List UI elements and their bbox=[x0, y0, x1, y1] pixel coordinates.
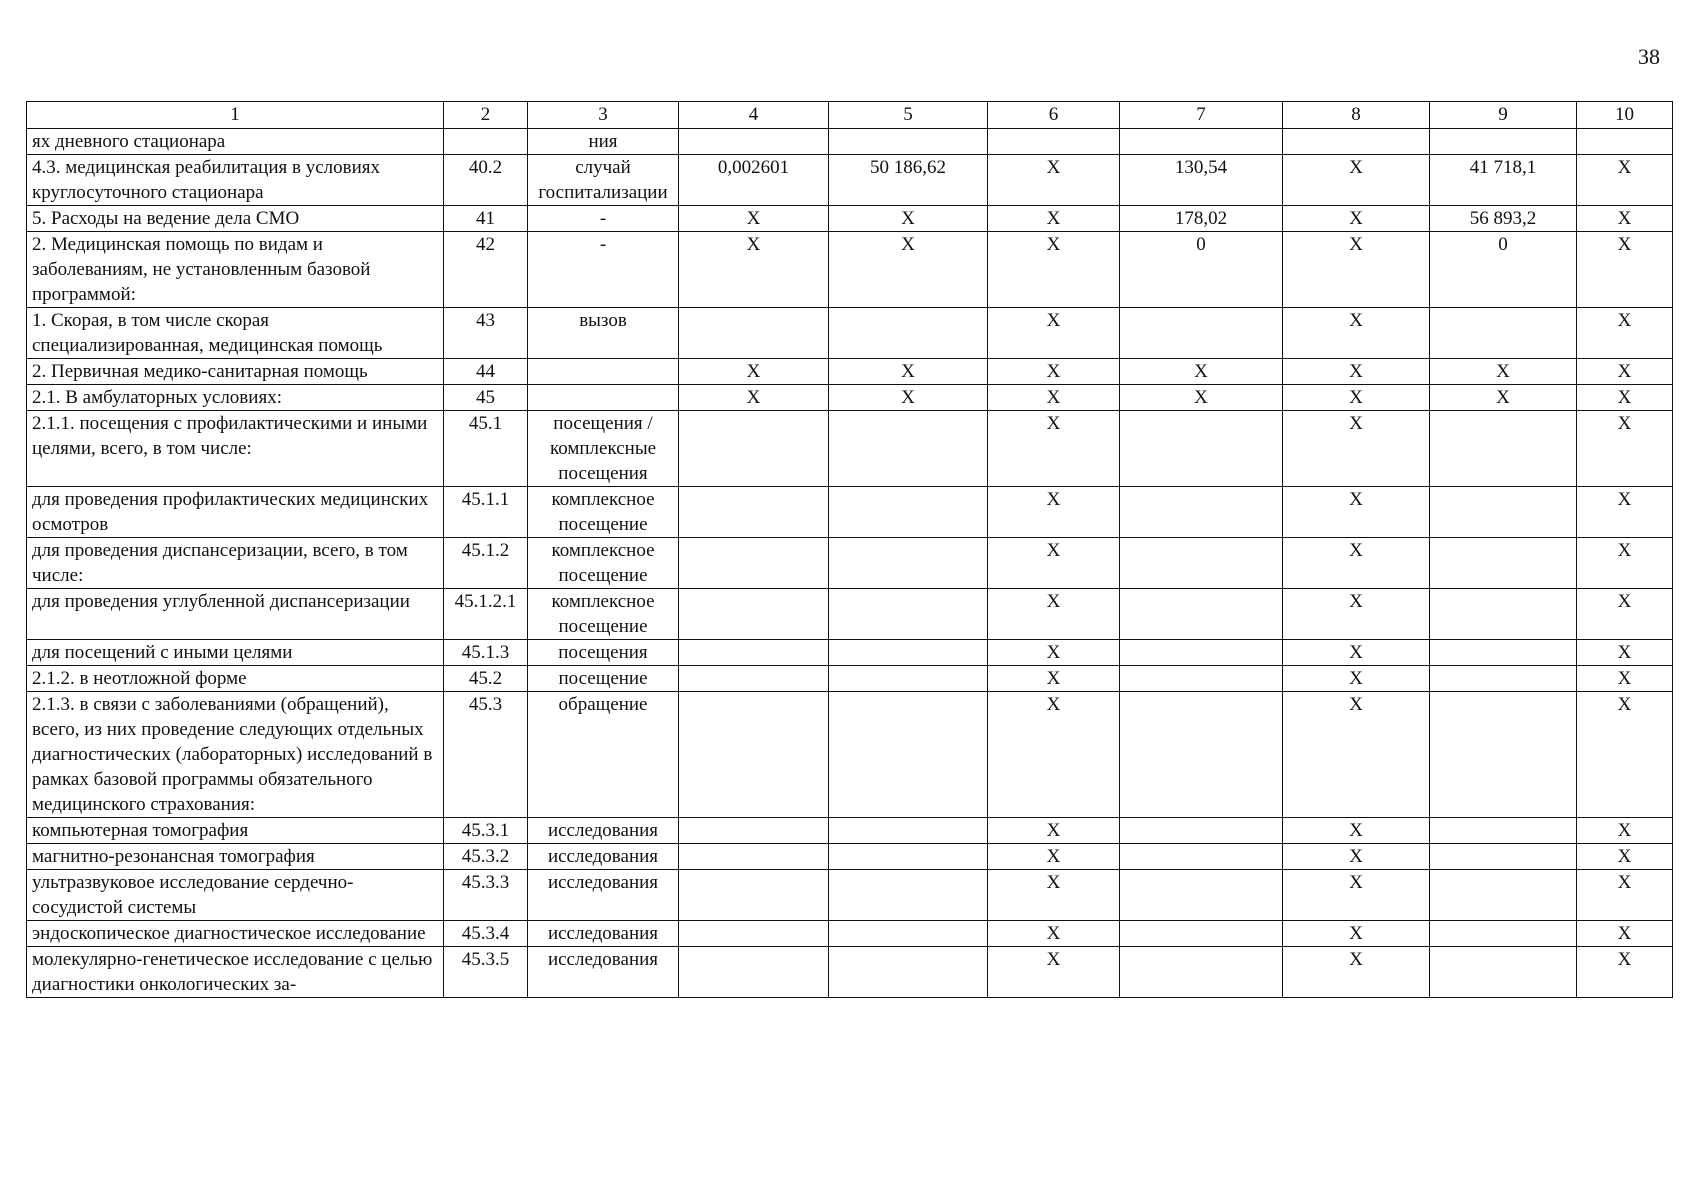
table-row bbox=[27, 308, 1673, 359]
cell-col-3: комплексное посещение bbox=[528, 538, 679, 589]
cell-col-7 bbox=[1120, 692, 1283, 818]
cell-col-8: X bbox=[1283, 640, 1430, 666]
cell-col-4 bbox=[679, 589, 829, 640]
cell-col-3: исследования bbox=[528, 947, 679, 998]
table-row bbox=[27, 411, 1673, 487]
table-row bbox=[27, 487, 1673, 538]
cell-col-8: X bbox=[1283, 206, 1430, 232]
cell-col-3: - bbox=[528, 232, 679, 308]
cell-col-10: X bbox=[1577, 692, 1673, 818]
cell-col-3: посещения bbox=[528, 640, 679, 666]
cell-col-2: 45.3.3 bbox=[444, 870, 528, 921]
cell-col-10: X bbox=[1577, 666, 1673, 692]
cell-col-2: 45.3.1 bbox=[444, 818, 528, 844]
row-label: 2.1. В амбулаторных условиях: bbox=[27, 385, 444, 411]
cell-col-4 bbox=[679, 308, 829, 359]
row-label: 1. Скорая, в том числе скорая специализированная, медицинская помощь bbox=[27, 308, 444, 359]
cell-col-7: X bbox=[1120, 385, 1283, 411]
cell-col-8: X bbox=[1283, 921, 1430, 947]
cell-col-5: X bbox=[829, 206, 988, 232]
cell-col-3: ния bbox=[528, 129, 679, 155]
table-row bbox=[27, 870, 1673, 921]
cell-col-6: X bbox=[988, 385, 1120, 411]
row-label: для проведения профилактических медицинских осмотров bbox=[27, 487, 444, 538]
table-row bbox=[27, 921, 1673, 947]
table-row bbox=[27, 538, 1673, 589]
column-header-6: 6 bbox=[988, 102, 1120, 129]
cell-col-9 bbox=[1430, 947, 1577, 998]
cell-col-9 bbox=[1430, 921, 1577, 947]
cell-col-4: 0,002601 bbox=[679, 155, 829, 206]
cell-col-4: X bbox=[679, 232, 829, 308]
cell-col-8: X bbox=[1283, 411, 1430, 487]
cell-col-3: посещение bbox=[528, 666, 679, 692]
cell-col-10: X bbox=[1577, 921, 1673, 947]
cell-col-5 bbox=[829, 640, 988, 666]
header-row bbox=[27, 102, 1673, 129]
cell-col-5: X bbox=[829, 359, 988, 385]
cell-col-9 bbox=[1430, 129, 1577, 155]
cell-col-7: 178,02 bbox=[1120, 206, 1283, 232]
row-label: ях дневного стационара bbox=[27, 129, 444, 155]
cell-col-9: 56 893,2 bbox=[1430, 206, 1577, 232]
cell-col-9 bbox=[1430, 589, 1577, 640]
cell-col-6: X bbox=[988, 487, 1120, 538]
cell-col-10: X bbox=[1577, 589, 1673, 640]
cell-col-6: X bbox=[988, 308, 1120, 359]
table-row bbox=[27, 666, 1673, 692]
row-label: для проведения углубленной диспансеризации bbox=[27, 589, 444, 640]
cell-col-2 bbox=[444, 129, 528, 155]
cell-col-3: - bbox=[528, 206, 679, 232]
cell-col-10: X bbox=[1577, 640, 1673, 666]
cell-col-9: 41 718,1 bbox=[1430, 155, 1577, 206]
cell-col-6: X bbox=[988, 640, 1120, 666]
cell-col-7 bbox=[1120, 411, 1283, 487]
cell-col-6: X bbox=[988, 538, 1120, 589]
cell-col-2: 45.1 bbox=[444, 411, 528, 487]
cell-col-4 bbox=[679, 538, 829, 589]
row-label: молекулярно-генетическое исследование с целью диагностики онкологических за- bbox=[27, 947, 444, 998]
cell-col-2: 45 bbox=[444, 385, 528, 411]
cell-col-8: X bbox=[1283, 818, 1430, 844]
table-row bbox=[27, 947, 1673, 998]
cell-col-4 bbox=[679, 692, 829, 818]
cell-col-5: X bbox=[829, 385, 988, 411]
cell-col-6: X bbox=[988, 870, 1120, 921]
column-header-3: 3 bbox=[528, 102, 679, 129]
cell-col-2: 44 bbox=[444, 359, 528, 385]
cell-col-5 bbox=[829, 538, 988, 589]
cell-col-8: X bbox=[1283, 359, 1430, 385]
cell-col-9: X bbox=[1430, 359, 1577, 385]
cell-col-9 bbox=[1430, 818, 1577, 844]
cell-col-4: X bbox=[679, 385, 829, 411]
cell-col-4 bbox=[679, 870, 829, 921]
cell-col-9 bbox=[1430, 487, 1577, 538]
cell-col-5 bbox=[829, 589, 988, 640]
cell-col-7 bbox=[1120, 589, 1283, 640]
cell-col-5 bbox=[829, 308, 988, 359]
cell-col-7 bbox=[1120, 308, 1283, 359]
table-row bbox=[27, 359, 1673, 385]
cell-col-7: 0 bbox=[1120, 232, 1283, 308]
cell-col-3: исследования bbox=[528, 870, 679, 921]
row-label: магнитно-резонансная томография bbox=[27, 844, 444, 870]
cell-col-3: посещения / комплексные посещения bbox=[528, 411, 679, 487]
cell-col-4: X bbox=[679, 206, 829, 232]
cell-col-5 bbox=[829, 692, 988, 818]
cell-col-2: 43 bbox=[444, 308, 528, 359]
row-label: 2.1.1. посещения с профилактическими и иными целями, всего, в том числе: bbox=[27, 411, 444, 487]
cell-col-10: X bbox=[1577, 155, 1673, 206]
row-label: 2. Медицинская помощь по видам и заболеваниям, не установленным базовой программой: bbox=[27, 232, 444, 308]
cell-col-3: случай госпитализации bbox=[528, 155, 679, 206]
cell-col-2: 45.1.2 bbox=[444, 538, 528, 589]
cell-col-8: X bbox=[1283, 155, 1430, 206]
cell-col-6: X bbox=[988, 589, 1120, 640]
table-row bbox=[27, 844, 1673, 870]
cell-col-10: X bbox=[1577, 947, 1673, 998]
cell-col-8: X bbox=[1283, 947, 1430, 998]
cell-col-9 bbox=[1430, 844, 1577, 870]
cell-col-10: X bbox=[1577, 538, 1673, 589]
cell-col-9 bbox=[1430, 666, 1577, 692]
cell-col-10: X bbox=[1577, 411, 1673, 487]
cell-col-2: 45.1.1 bbox=[444, 487, 528, 538]
cell-col-9 bbox=[1430, 538, 1577, 589]
row-label: эндоскопическое диагностическое исследование bbox=[27, 921, 444, 947]
cell-col-5 bbox=[829, 666, 988, 692]
cell-col-3 bbox=[528, 359, 679, 385]
cell-col-2: 40.2 bbox=[444, 155, 528, 206]
row-label: 2.1.3. в связи с заболеваниями (обращений), всего, из них проведение следующих отдельных диагностических (лабораторных) исследований в рамках базовой программы обязательного медицинского страхования: bbox=[27, 692, 444, 818]
cell-col-4 bbox=[679, 129, 829, 155]
column-header-7: 7 bbox=[1120, 102, 1283, 129]
table-row bbox=[27, 129, 1673, 155]
cell-col-10: X bbox=[1577, 385, 1673, 411]
cell-col-7: 130,54 bbox=[1120, 155, 1283, 206]
financing-table bbox=[26, 101, 1673, 998]
cell-col-7 bbox=[1120, 921, 1283, 947]
cell-col-10: X bbox=[1577, 308, 1673, 359]
cell-col-4 bbox=[679, 947, 829, 998]
cell-col-7 bbox=[1120, 538, 1283, 589]
cell-col-2: 45.1.2.1 bbox=[444, 589, 528, 640]
column-header-1: 1 bbox=[27, 102, 444, 129]
cell-col-8: X bbox=[1283, 385, 1430, 411]
table-row bbox=[27, 640, 1673, 666]
column-header-2: 2 bbox=[444, 102, 528, 129]
cell-col-10: X bbox=[1577, 359, 1673, 385]
cell-col-7 bbox=[1120, 129, 1283, 155]
cell-col-6: X bbox=[988, 844, 1120, 870]
cell-col-7 bbox=[1120, 818, 1283, 844]
cell-col-9 bbox=[1430, 692, 1577, 818]
cell-col-3: обращение bbox=[528, 692, 679, 818]
cell-col-8: X bbox=[1283, 666, 1430, 692]
cell-col-3: комплексное посещение bbox=[528, 487, 679, 538]
page-number: 38 bbox=[1638, 44, 1660, 69]
cell-col-8: X bbox=[1283, 487, 1430, 538]
row-label: 2. Первичная медико-санитарная помощь bbox=[27, 359, 444, 385]
cell-col-3: вызов bbox=[528, 308, 679, 359]
cell-col-10: X bbox=[1577, 487, 1673, 538]
cell-col-9 bbox=[1430, 640, 1577, 666]
cell-col-2: 45.3 bbox=[444, 692, 528, 818]
table-row bbox=[27, 818, 1673, 844]
row-label: 2.1.2. в неотложной форме bbox=[27, 666, 444, 692]
cell-col-9 bbox=[1430, 411, 1577, 487]
cell-col-2: 45.3.5 bbox=[444, 947, 528, 998]
cell-col-4 bbox=[679, 818, 829, 844]
cell-col-10 bbox=[1577, 129, 1673, 155]
column-header-5: 5 bbox=[829, 102, 988, 129]
cell-col-6: X bbox=[988, 359, 1120, 385]
cell-col-4 bbox=[679, 666, 829, 692]
column-header-10: 10 bbox=[1577, 102, 1673, 129]
cell-col-7 bbox=[1120, 640, 1283, 666]
cell-col-3: исследования bbox=[528, 844, 679, 870]
cell-col-9 bbox=[1430, 870, 1577, 921]
cell-col-7: X bbox=[1120, 359, 1283, 385]
cell-col-8: X bbox=[1283, 692, 1430, 818]
table-row bbox=[27, 206, 1673, 232]
row-label: для посещений с иными целями bbox=[27, 640, 444, 666]
cell-col-6: X bbox=[988, 155, 1120, 206]
cell-col-4 bbox=[679, 844, 829, 870]
cell-col-8 bbox=[1283, 129, 1430, 155]
cell-col-10: X bbox=[1577, 206, 1673, 232]
cell-col-6: X bbox=[988, 411, 1120, 487]
cell-col-4 bbox=[679, 640, 829, 666]
cell-col-3: исследования bbox=[528, 921, 679, 947]
cell-col-2: 42 bbox=[444, 232, 528, 308]
cell-col-6 bbox=[988, 129, 1120, 155]
cell-col-8: X bbox=[1283, 844, 1430, 870]
cell-col-2: 45.3.2 bbox=[444, 844, 528, 870]
cell-col-8: X bbox=[1283, 538, 1430, 589]
row-label: ультразвуковое исследование сердечно-сосудистой системы bbox=[27, 870, 444, 921]
cell-col-5 bbox=[829, 921, 988, 947]
cell-col-6: X bbox=[988, 947, 1120, 998]
cell-col-4 bbox=[679, 411, 829, 487]
cell-col-6: X bbox=[988, 232, 1120, 308]
cell-col-6: X bbox=[988, 692, 1120, 818]
cell-col-5 bbox=[829, 411, 988, 487]
cell-col-8: X bbox=[1283, 589, 1430, 640]
cell-col-6: X bbox=[988, 921, 1120, 947]
cell-col-8: X bbox=[1283, 232, 1430, 308]
cell-col-2: 45.3.4 bbox=[444, 921, 528, 947]
cell-col-10: X bbox=[1577, 870, 1673, 921]
cell-col-5 bbox=[829, 487, 988, 538]
cell-col-9 bbox=[1430, 308, 1577, 359]
cell-col-5 bbox=[829, 844, 988, 870]
cell-col-4 bbox=[679, 921, 829, 947]
cell-col-5 bbox=[829, 947, 988, 998]
cell-col-4: X bbox=[679, 359, 829, 385]
cell-col-7 bbox=[1120, 487, 1283, 538]
cell-col-9: X bbox=[1430, 385, 1577, 411]
row-label: 5. Расходы на ведение дела СМО bbox=[27, 206, 444, 232]
cell-col-3: исследования bbox=[528, 818, 679, 844]
cell-col-3: комплексное посещение bbox=[528, 589, 679, 640]
cell-col-8: X bbox=[1283, 870, 1430, 921]
row-label: 4.3. медицинская реабилитация в условиях круглосуточного стационара bbox=[27, 155, 444, 206]
cell-col-7 bbox=[1120, 947, 1283, 998]
cell-col-5 bbox=[829, 818, 988, 844]
cell-col-6: X bbox=[988, 818, 1120, 844]
cell-col-3 bbox=[528, 385, 679, 411]
cell-col-7 bbox=[1120, 844, 1283, 870]
cell-col-5 bbox=[829, 870, 988, 921]
table-row bbox=[27, 692, 1673, 818]
cell-col-6: X bbox=[988, 206, 1120, 232]
row-label: для проведения диспансеризации, всего, в том числе: bbox=[27, 538, 444, 589]
cell-col-6: X bbox=[988, 666, 1120, 692]
table-row bbox=[27, 385, 1673, 411]
row-label: компьютерная томография bbox=[27, 818, 444, 844]
table-body bbox=[27, 129, 1673, 998]
cell-col-2: 45.1.3 bbox=[444, 640, 528, 666]
column-header-8: 8 bbox=[1283, 102, 1430, 129]
cell-col-10: X bbox=[1577, 844, 1673, 870]
table-row bbox=[27, 232, 1673, 308]
cell-col-10: X bbox=[1577, 232, 1673, 308]
cell-col-4 bbox=[679, 487, 829, 538]
cell-col-7 bbox=[1120, 870, 1283, 921]
cell-col-5: X bbox=[829, 232, 988, 308]
cell-col-9: 0 bbox=[1430, 232, 1577, 308]
cell-col-5: 50 186,62 bbox=[829, 155, 988, 206]
table-row bbox=[27, 589, 1673, 640]
cell-col-2: 41 bbox=[444, 206, 528, 232]
table-row bbox=[27, 155, 1673, 206]
column-header-9: 9 bbox=[1430, 102, 1577, 129]
cell-col-8: X bbox=[1283, 308, 1430, 359]
cell-col-2: 45.2 bbox=[444, 666, 528, 692]
cell-col-7 bbox=[1120, 666, 1283, 692]
column-header-4: 4 bbox=[679, 102, 829, 129]
cell-col-10: X bbox=[1577, 818, 1673, 844]
cell-col-5 bbox=[829, 129, 988, 155]
